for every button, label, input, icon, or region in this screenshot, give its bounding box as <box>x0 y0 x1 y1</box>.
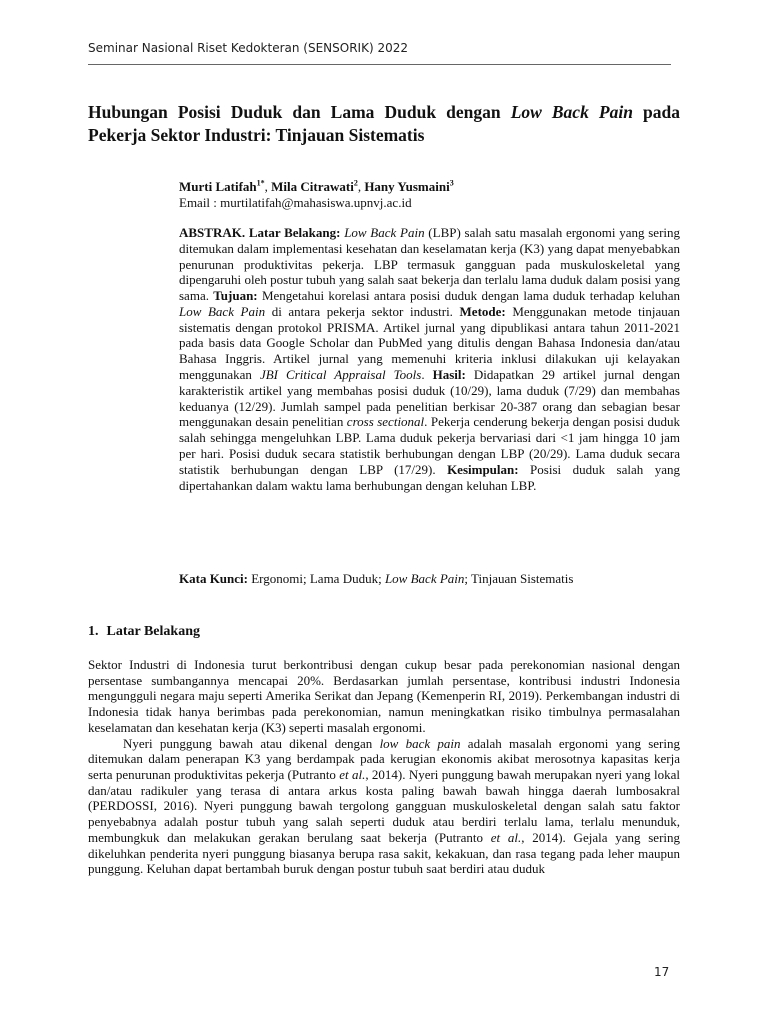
section-number: 1. <box>88 624 99 639</box>
keywords-text: Ergonomi; Lama Duduk; <box>247 571 385 586</box>
keywords-italic-term: Low Back Pain <box>384 571 465 586</box>
body-text-run: Nyeri punggung bawah atau dikenal dengan <box>123 735 380 751</box>
abstract-aim-label: Tujuan: <box>213 288 258 304</box>
body-paragraph: Sektor Industri di Indonesia turut berkontribusi dengan cukup besar pada perekonomian nasional dengan persentase sumbangannya mencapai 20%. Berdasarkan jumlah persentase, kontribusi industri Indonesia mengungguli negara maju seperti Amerika Serikat dan Jepang (Kemenperin RI, 2019). Perkembangan industri di Indonesia tidak hanya berimbas pada perekonomian, namun meningkatkan risiko timbulnya permasalahan keselamatan dan kesehatan kerja (K3) seperti masalah ergonomi. <box>88 657 680 735</box>
body-paragraph <box>88 736 680 877</box>
abstract-conclusion-label: Kesimpulan: <box>447 461 519 477</box>
author-separator: , <box>264 179 272 194</box>
abstract-italic-term: Low Back Pain <box>344 225 425 240</box>
author-1-affiliation: 1* <box>256 178 265 188</box>
abstract-italic-term: cross sectional <box>346 414 425 430</box>
abstract-italic-term: Low Back Pain <box>179 303 266 319</box>
keywords-label: Kata Kunci: <box>179 571 248 586</box>
abstract-aim-text-2: di antara pekerja sektor industri. <box>265 303 460 319</box>
abstract-method-label: Metode: <box>459 303 506 319</box>
page-number: 17 <box>654 965 670 979</box>
abstract-results-text-2: . Pekerja cenderung bekerja dengan posisi duduk salah sehingga mengeluhkan LBP. Lama duduk pekerja bervariasi dari <1 jam hingga 10 jam per hari. Posisi duduk secara statistik berhubungan dengan LBP (20/29). Lama duduk secara statistik berhubungan dengan LBP (17/29). <box>179 414 680 477</box>
email-label: Email : <box>179 195 221 210</box>
body-text-run: , 2014). Nyeri punggung bawah merupakan nyeri yang lokal dan/atau radikuler yang terasa di antara arkus kosta paling bawah bawah hingga daerah lumbosakral (PERDOSSI, 2016). Nyeri punggung bawah tergolong gangguan muskuloskeletal dengan salah satu faktor penyebabnya adalah postur tubuh yang salah seperti duduk atau berdiri terlalu lama, terlalu menunduk, membungkuk dan melakukan gerakan berulang saat bekerja (Putranto <box>88 767 680 845</box>
author-email: murtilatifah@mahasiswa.upnvj.ac.id <box>220 195 412 210</box>
title-italic: Low Back Pain <box>510 102 633 122</box>
running-head: Seminar Nasional Riset Kedokteran (SENSORIK) 2022 <box>88 41 408 55</box>
abstract-results-label: Hasil: <box>432 367 466 383</box>
abstract-label: ABSTRAK. <box>179 225 246 240</box>
abstract-background-text: (LBP) salah satu masalah ergonomi yang sering ditemukan dalam implementasi kesehatan dan keselamatan kerja (K3) yang dapat menyebabkan penurunan produktivitas pekerja. LBP termasuk gangguan pada muskuloskeletal yang dipengaruhi oleh postur tubuh yang salah saat bekerja dan terlalu lama duduk dalam posisi yang sama. <box>179 225 681 304</box>
abstract-conclusion-text: Posisi duduk salah yang dipertahankan dalam waktu lama berhubungan dengan keluhan LBP. <box>179 461 680 493</box>
section-title: Latar Belakang <box>106 624 200 639</box>
author-1-name: Murti Latifah <box>179 179 257 194</box>
title-part-1: Hubungan Posisi Duduk dan Lama Duduk dengan <box>88 102 511 122</box>
author-3-affiliation: 3 <box>449 178 454 188</box>
abstract-background-label: Latar Belakang: <box>248 225 341 240</box>
abstract-results-text: Didapatkan 29 artikel jurnal dengan karakteristik artikel yang membahas posisi duduk (10/29), lama duduk (7/29) dan membahas keduanya (12/29). Jumlah sampel pada penelitian berkisar 20-387 orang dan sebagian besar menggunakan desain penelitian <box>179 367 681 430</box>
body-italic-term: et al. <box>339 767 366 783</box>
keywords-text-2: ; Tinjauan Sistematis <box>464 571 574 586</box>
paper-title <box>88 101 680 147</box>
author-block <box>179 179 679 211</box>
body-text-run: , 2014). Gejala yang sering dikeluhkan penderita nyeri punggung biasanya berupa rasa sakit, kekakuan, dan rasa tegang pada leher maupun punggung. Keluhan dapat bertambah buruk dengan postur tubuh saat berdiri atau duduk <box>88 829 681 877</box>
author-email-line <box>179 195 679 211</box>
section-heading <box>88 624 200 640</box>
keywords <box>179 571 680 587</box>
header-rule <box>88 64 671 65</box>
abstract-italic-term: JBI Critical Appraisal Tools <box>259 367 422 383</box>
body-italic-term: et al. <box>490 829 522 845</box>
abstract <box>179 225 680 493</box>
section-body <box>88 657 680 877</box>
author-2-affiliation: 2 <box>353 178 358 188</box>
author-separator: , <box>357 179 365 194</box>
abstract-method-text-2: . <box>421 367 433 383</box>
abstract-method-text: Menggunakan metode tinjauan sistematis dengan protokol PRISMA. Artikel jurnal yang dipublikasi antara tahun 2011-2021 pada basis data Google Scholar dan PubMed yang ditulis dengan Bahasa Indonesia dan/atau Bahasa Inggris. Artikel jurnal yang memenuhi kriteria inklusi dilakukan uji kelayakan menggunakan <box>179 303 681 383</box>
abstract-aim-text: Mengetahui korelasi antara posisi duduk dengan lama duduk terhadap keluhan <box>257 288 680 304</box>
author-2-name: Mila Citrawati <box>271 179 354 194</box>
body-text-run: adalah masalah ergonomi yang sering ditemukan dalam penerapan K3 yang berdampak pada kerugian ekonomis akibat merosotnya kapasitas kerja serta penurunan produktivitas pekerja (Putranto <box>88 735 680 783</box>
author-names <box>179 179 679 195</box>
title-part-2: pada Pekerja Sektor Industri: Tinjauan Sistematis <box>88 102 680 145</box>
author-3-name: Hany Yusmaini <box>364 179 450 194</box>
body-italic-term: low back pain <box>379 735 461 751</box>
